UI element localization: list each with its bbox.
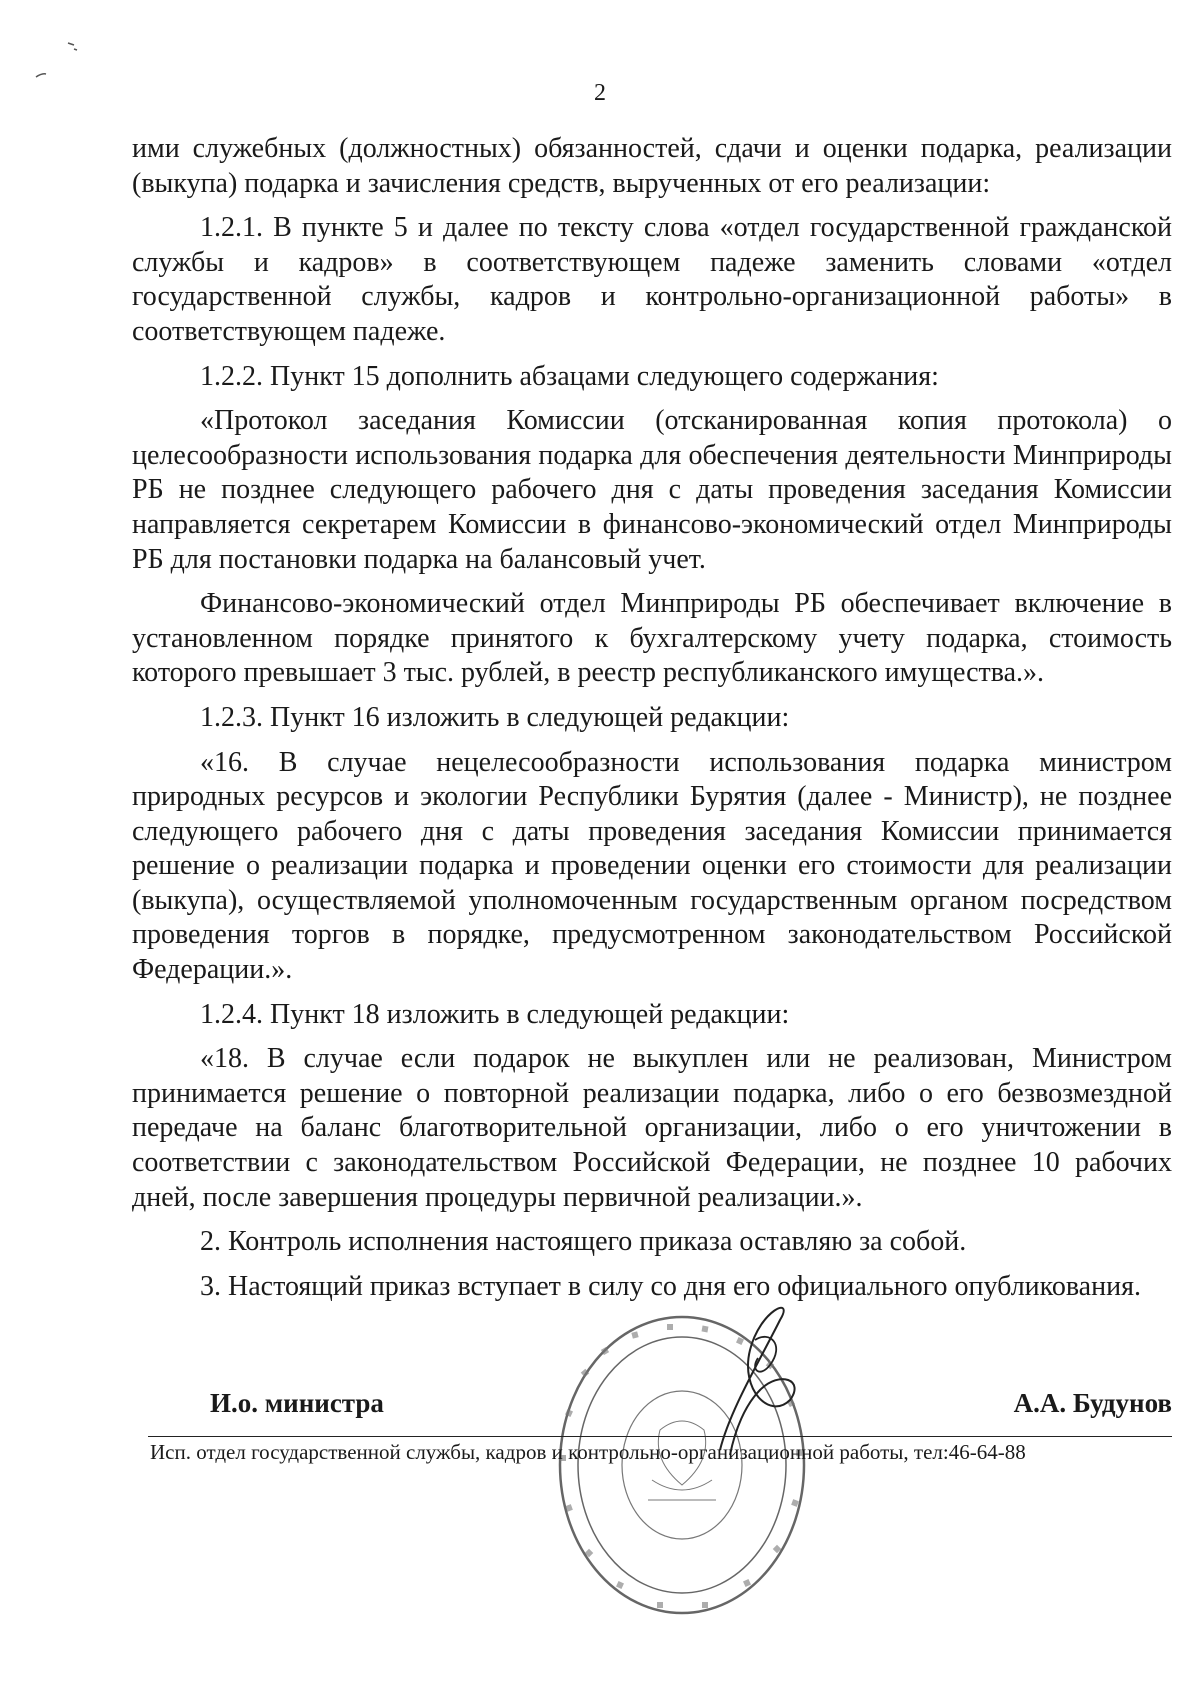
page-number: 2	[594, 80, 606, 106]
paragraph-1-2-2: 1.2.2. Пункт 15 дополнить абзацами следующего содержания:	[200, 360, 939, 392]
signature-block	[210, 1388, 1172, 1428]
paragraph-1-2-3: 1.2.3. Пункт 16 изложить в следующей редакции:	[200, 701, 790, 733]
paragraph-item-18: «18. В случае если подарок не выкуплен или не реализован, Министром принимается решение о повторной реализации подарка, либо о его безвозмездной передаче на баланс благотворительной организации, либо о его уничтожении в соответствии с законодательством Российской Федерации, не позднее 10 рабочих дней, после завершения процедуры первичной реализации.».	[132, 1043, 1172, 1213]
signatory-name: А.А. Будунов	[1013, 1388, 1172, 1418]
paragraph-continuation: ими служебных (должностных) обязанностей, сдачи и оценки подарка, реализации (выкупа) подарка и зачисления средств, вырученных от его реализации:	[132, 133, 1172, 199]
paragraph-2-control: 2. Контроль исполнения настоящего приказа оставляю за собой.	[200, 1226, 967, 1258]
paragraph-3-effect: 3. Настоящий приказ вступает в силу со дня его официального опубликования.	[200, 1270, 1141, 1302]
paragraph-item-16: «16. В случае нецелесообразности использования подарка министром природных ресурсов и экологии Республики Бурятия (далее - Министр), не позднее следующего рабочего дня с даты проведения заседания Комиссии принимается решение о реализации подарка и проведении оценки его стоимости для реализации (выкупа), осуществляемой уполномоченным государственным органом посредством проведения торгов в порядке, предусмотренном законодательством Российской Федерации.».	[132, 746, 1172, 986]
paragraph-finance-dept: Финансово-экономический отдел Минприроды РБ обеспечивает включение в установленном порядке принятого к бухгалтерскому учету подарка, стоимость которого превышает 3 тыс. рублей, в реестр республиканского имущества.».	[132, 588, 1172, 689]
paragraph-1-2-4: 1.2.4. Пункт 18 изложить в следующей редакции:	[200, 998, 790, 1030]
executor-note: Исп. отдел государственной службы, кадров и контрольно-организационной работы, тел:46-64-88	[150, 1440, 1026, 1464]
document-body	[132, 132, 1172, 1314]
divider-line	[148, 1436, 1172, 1437]
signatory-title: И.о. министра	[210, 1388, 384, 1418]
paragraph-1-2-1: 1.2.1. В пункте 5 и далее по тексту слова «отдел государственной гражданской службы и кадров» в соответствующем падеже заменить словами «отдел государственной службы, кадров и контрольно-организационной работы» в соответствующем падеже.	[132, 212, 1172, 347]
paragraph-protocol: «Протокол заседания Комиссии (отсканированная копия протокола) о целесообразности использования подарка для обеспечения деятельности Минприроды РБ не позднее следующего рабочего дня с даты проведения заседания Комиссии направляется секретарем Комиссии в финансово-экономический отдел Минприроды РБ для постановки подарка на балансовый учет.	[132, 405, 1172, 575]
